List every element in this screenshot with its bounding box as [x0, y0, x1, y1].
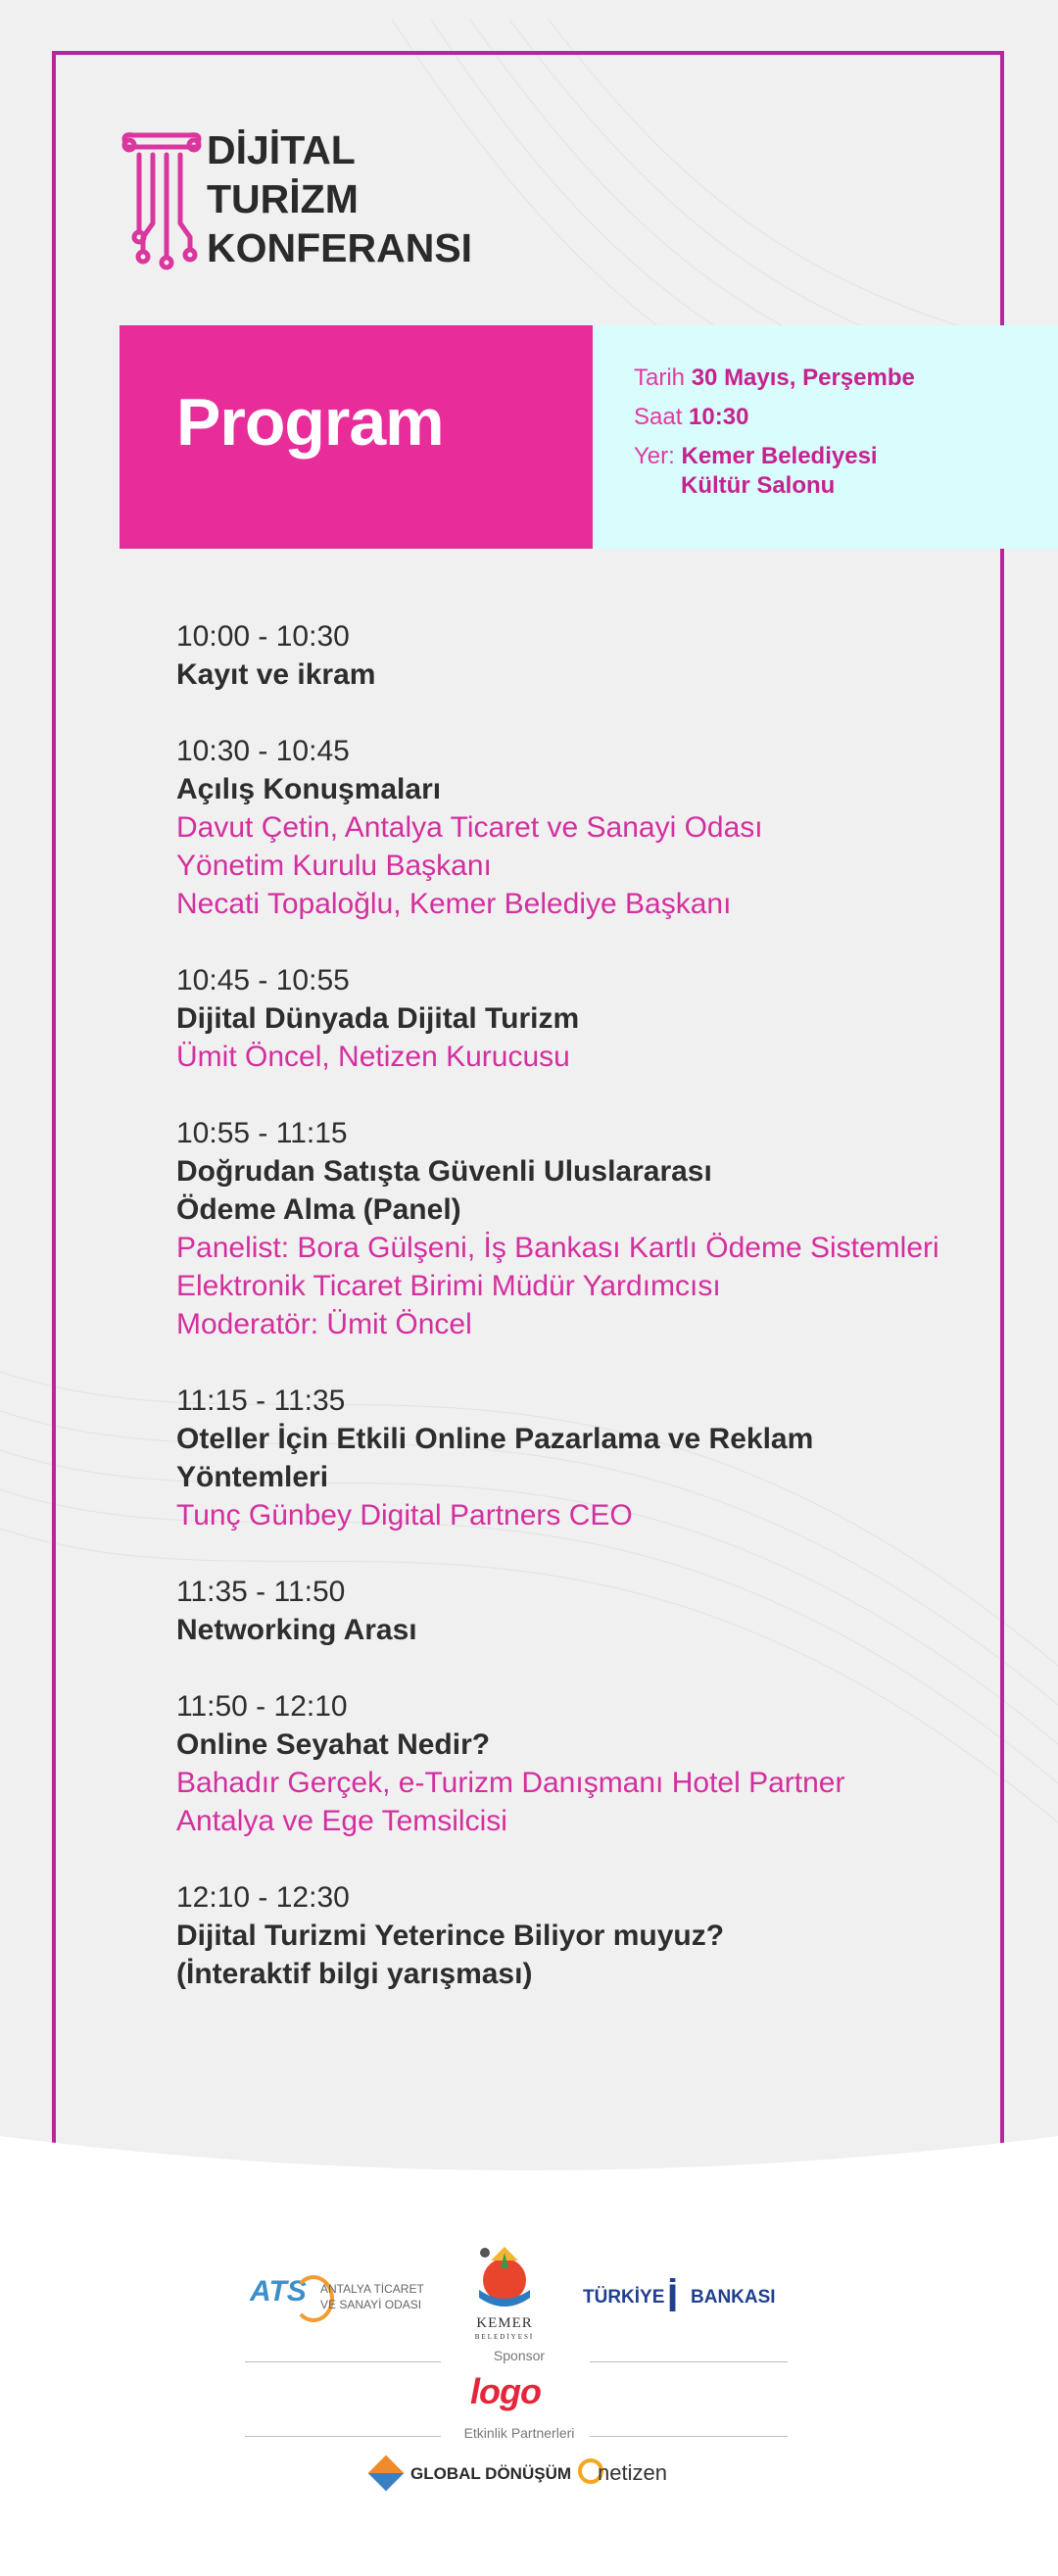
time-value: 10:30 [689, 404, 749, 430]
session-speaker: Davut Çetin, Antalya Ticaret ve Sanayi Odası [176, 811, 763, 844]
session-speaker: Bahadır Gerçek, e-Turizm Danışmanı Hotel Partner [176, 1767, 845, 1799]
sponsor-brand: logo [470, 2371, 541, 2411]
place-line [634, 443, 878, 470]
pillar-circuit-icon [118, 129, 206, 276]
logo-line-3: KONFERANSI [207, 225, 473, 270]
ats-line-2: VE SANAYİ ODASI [320, 2298, 422, 2311]
session-time: 10:55 - 11:15 [176, 1117, 348, 1149]
program-banner [120, 325, 593, 549]
session-title: (İnteraktif bilgi yarışması) [176, 1958, 533, 1990]
divider-right [590, 2361, 788, 2362]
logo-title [207, 125, 472, 272]
session-speaker: Ümit Öncel, Netizen Kurucusu [176, 1041, 570, 1073]
session-item [176, 1114, 980, 1343]
date-value: 30 Mayıs, Perşembe [691, 365, 915, 391]
place-label: Yer: [634, 443, 675, 469]
session-item [176, 1382, 980, 1534]
session-speaker: Moderatör: Ümit Öncel [176, 1308, 472, 1340]
ats-line-1: ANTALYA TİCARET [320, 2282, 424, 2296]
session-title: Networking Arası [176, 1614, 417, 1646]
session-title: Online Seyahat Nedir? [176, 1728, 491, 1761]
session-speaker: Antalya ve Ege Temsilcisi [176, 1805, 507, 1837]
global-donusum-diamond-icon [368, 2455, 405, 2492]
session-speaker: Panelist: Bora Gülşeni, İş Bankası Kartlı Ödeme Sistemleri [176, 1232, 939, 1264]
divider-right-2 [590, 2436, 788, 2437]
event-info-box [593, 325, 1058, 549]
session-time: 10:30 - 10:45 [176, 735, 350, 767]
ats-text [320, 2281, 424, 2312]
session-title: Kayıt ve ikram [176, 658, 376, 691]
session-title: Dijital Dünyada Dijital Turizm [176, 1002, 580, 1035]
session-time: 11:15 - 11:35 [176, 1385, 346, 1417]
ats-logo [250, 2273, 436, 2322]
sponsor-label: Sponsor [493, 2348, 546, 2363]
place-value-1: Kemer Belediyesi [681, 443, 878, 469]
kemer-sub: BELEDİYESİ [474, 2333, 535, 2341]
ats-mark: ATS [250, 2275, 307, 2308]
isbank-left: TÜRKİYE [583, 2287, 665, 2308]
isbank-logo [583, 2273, 789, 2332]
conference-logo [118, 125, 473, 282]
time-label: Saat [634, 404, 683, 430]
session-title: Dijital Turizmi Yeterince Biliyor muyuz? [176, 1920, 725, 1952]
logo-line-2: TURİZM [207, 176, 359, 221]
date-label: Tarih [634, 365, 686, 391]
session-item [176, 1878, 980, 1993]
session-title: Ödeme Alma (Panel) [176, 1193, 461, 1226]
session-time: 10:00 - 10:30 [176, 620, 350, 653]
partner-2: netizen [598, 2460, 667, 2485]
session-item [176, 961, 980, 1076]
sponsors-footer [0, 2224, 1058, 2518]
place-line-2 [681, 472, 835, 500]
program-sessions [176, 617, 980, 2031]
session-time: 11:50 - 12:10 [176, 1690, 348, 1723]
kemer-logo [465, 2239, 544, 2347]
date-line [634, 365, 915, 392]
session-title: Doğrudan Satışta Güvenli Uluslararası [176, 1155, 712, 1188]
session-time: 12:10 - 12:30 [176, 1881, 350, 1914]
time-line [634, 404, 748, 431]
global-donusum-logo [367, 2456, 572, 2492]
partner-1: GLOBAL DÖNÜŞÜM [410, 2464, 572, 2483]
divider-left [245, 2361, 441, 2362]
session-speaker: Elektronik Ticaret Birimi Müdür Yardımcısı [176, 1270, 721, 1302]
session-speaker: Yönetim Kurulu Başkanı [176, 850, 492, 882]
session-item [176, 1687, 980, 1840]
logo-line-1: DİJİTAL [207, 127, 356, 172]
session-time: 10:45 - 10:55 [176, 964, 350, 996]
session-item [176, 732, 980, 923]
place-value-2: Kültür Salonu [681, 472, 836, 499]
session-item [176, 617, 980, 694]
divider-left-2 [245, 2436, 441, 2437]
program-title: Program [176, 385, 444, 460]
session-speaker: Necati Topaloğlu, Kemer Belediye Başkanı [176, 888, 732, 920]
netizen-logo [578, 2454, 696, 2490]
session-item [176, 1573, 980, 1649]
kemer-emblem-icon [471, 2239, 538, 2313]
kemer-name: KEMER [476, 2315, 533, 2331]
session-time: 11:35 - 11:50 [176, 1576, 346, 1608]
session-title: Yöntemleri [176, 1461, 329, 1493]
partners-label: Etkinlik Partnerleri [463, 2425, 575, 2441]
session-title: Oteller İçin Etkili Online Pazarlama ve Reklam [176, 1423, 814, 1455]
isbank-right: BANKASI [691, 2287, 776, 2308]
session-speaker: Tunç Günbey Digital Partners CEO [176, 1499, 633, 1531]
isbank-s: İ [667, 2277, 679, 2320]
session-title: Açılış Konuşmaları [176, 773, 442, 805]
